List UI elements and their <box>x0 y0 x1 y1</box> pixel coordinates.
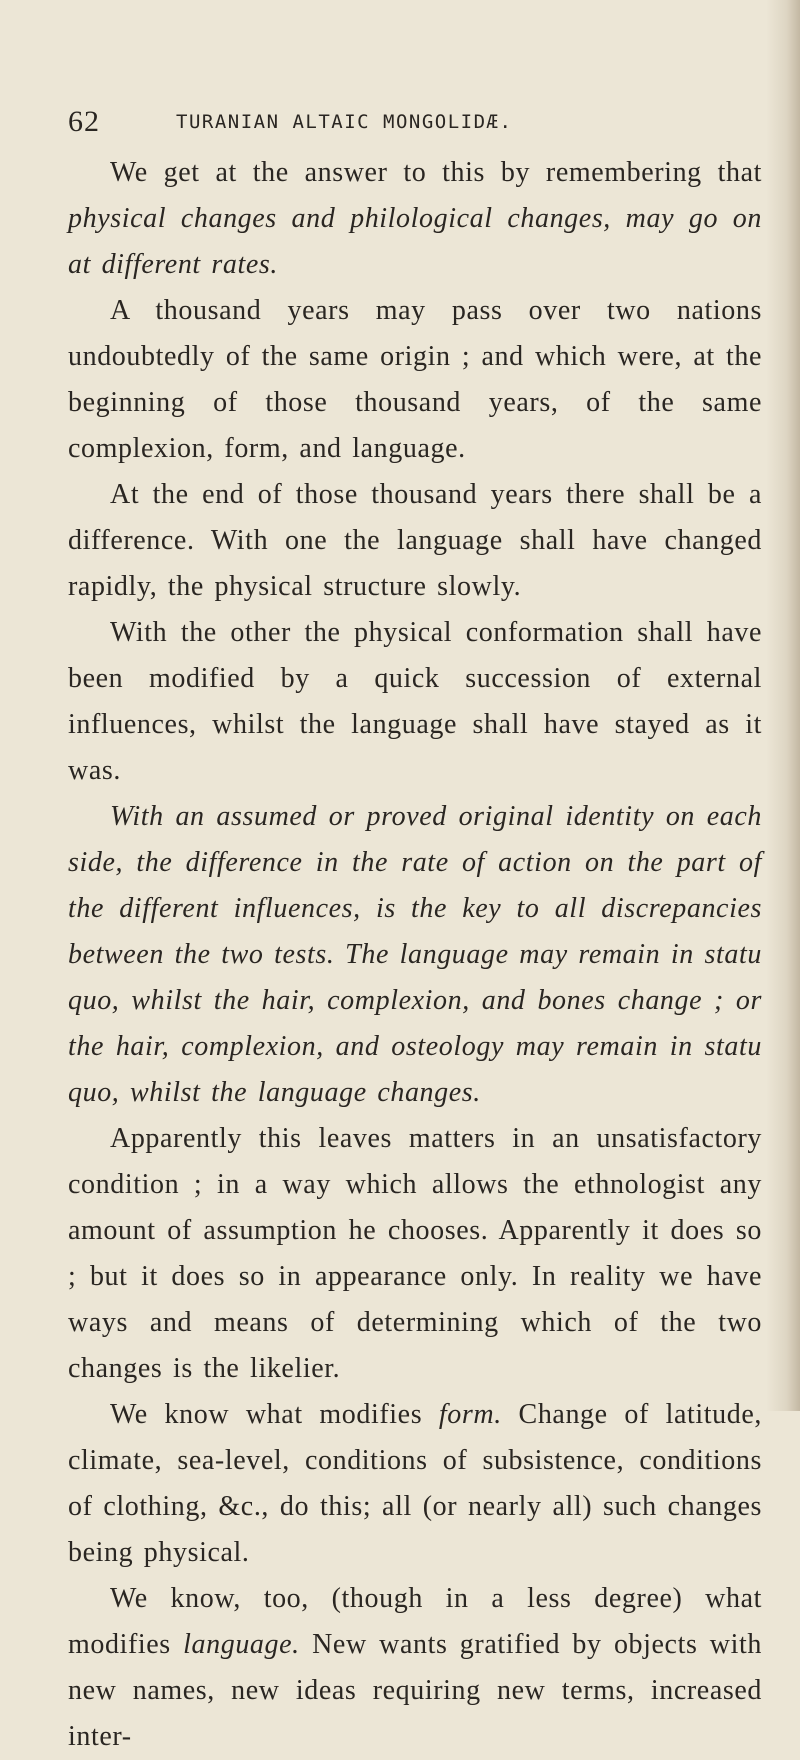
paragraph <box>68 150 762 288</box>
paragraph-text: New wants gratified by objects with new names, new ideas requiring new terms, increased inter- <box>68 1629 762 1752</box>
paragraph-text: We get at the answer to this by remembering that <box>110 157 762 188</box>
paragraph-italic-word: form. <box>438 1399 502 1430</box>
page-number: 62 <box>68 105 100 138</box>
paragraph <box>68 1392 762 1576</box>
book-page <box>68 100 762 1760</box>
paragraph <box>68 1576 762 1760</box>
paragraph: A thousand years may pass over two nations undoubtedly of the same origin ; and which were, at the beginning of those thousand years, of the same complexion, form, and language. <box>68 295 762 464</box>
paragraph: With an assumed or proved original identity on each side, the difference in the rate of action on the part of the different influences, is the key to all discrepancies between the two tests. The language may remain in statu quo, whilst the hair, complexion, and bones change ; or the hair, complexion, and osteology may remain in statu quo, whilst the language changes. <box>68 801 762 1108</box>
paragraph: At the end of those thousand years there shall be a difference. With one the language shall have changed rapidly, the physical structure slowly. <box>68 479 762 602</box>
paragraph-italic-word: language. <box>183 1629 300 1660</box>
running-title: TURANIAN ALTAIC MONGOLIDÆ. <box>176 111 513 133</box>
body-text <box>68 150 762 1760</box>
paragraph-italic-text: physical changes and philological changes, may go on at different rates. <box>68 203 762 280</box>
page-edge-shadow <box>766 0 800 1411</box>
paragraph-text: We know, too, (though in a less degree) what modifies <box>68 1583 762 1660</box>
paragraph: With the other the physical conformation shall have been modified by a quick succession of external influences, whilst the language shall have stayed as it was. <box>68 617 762 786</box>
paragraph-text: We know what modifies <box>110 1399 439 1430</box>
running-head <box>68 100 762 144</box>
paragraph: Apparently this leaves matters in an unsatisfactory condition ; in a way which allows the ethnologist any amount of assumption he chooses. Apparently it does so ; but it does so in appearance only. In reality we have ways and means of determining which of the two changes is the likelier. <box>68 1123 762 1384</box>
paragraph-text: Change of latitude, climate, sea-level, conditions of subsistence, conditions of clothing, &c., do this; all (or nearly all) such changes being physical. <box>68 1399 763 1568</box>
